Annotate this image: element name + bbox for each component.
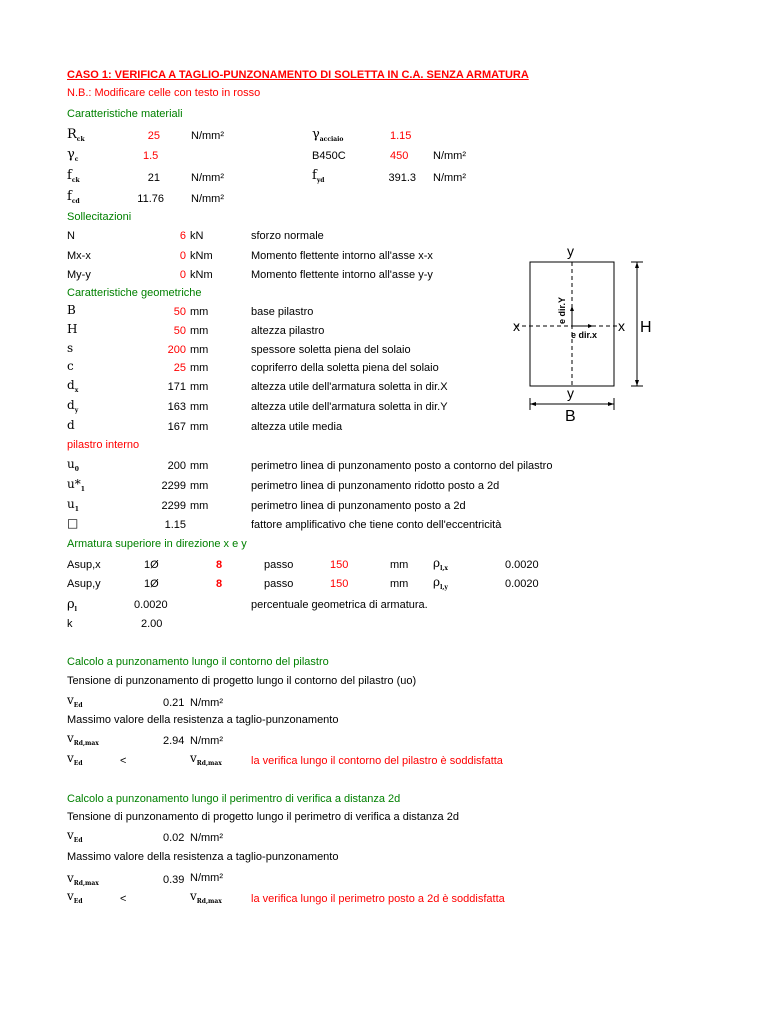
load-unit: kNm [190, 250, 213, 262]
fyd-unit: N/mm² [433, 172, 466, 184]
column-desc: perimetro linea di punzonamento ridotto posto a 2d [251, 480, 500, 492]
geom-desc: altezza utile media [251, 421, 343, 433]
check2-result: la verifica lungo il perimetro posto a 2d è soddisfatta [251, 893, 505, 905]
reinf-count: 1Ø [144, 578, 159, 590]
geom-label: $d_x$ [67, 378, 79, 394]
column-value: 1.15 [164, 519, 186, 531]
reinf-label: Asup,y [67, 578, 101, 590]
check1-cmp-op: < [120, 755, 127, 767]
reinf-label: Asup,x [67, 559, 101, 571]
geom-unit: mm [190, 362, 209, 374]
label-x-left: x [513, 318, 520, 334]
geom-label: s [67, 341, 74, 355]
check1-cmp-left: $v_{Ed}$ [67, 751, 83, 767]
check2-ved-unit: N/mm² [190, 832, 223, 844]
label-H: H [640, 319, 652, 336]
check1-ved-unit: N/mm² [190, 697, 223, 709]
column-label: $u_1$ [67, 497, 79, 513]
section-materials: Caratteristiche materiali [67, 108, 183, 120]
geom-desc: altezza pilastro [251, 325, 325, 337]
reinf-rho-value: 0.0020 [505, 578, 539, 590]
check2-cmp-right: $v_{Rd,max}$ [190, 889, 222, 905]
steel-value[interactable]: 450 [390, 150, 409, 162]
geom-desc: base pilastro [251, 306, 314, 318]
reinf-passo-label: passo [264, 578, 294, 590]
column-desc: fattore amplificativo che tiene conto dell'eccentricità [251, 519, 502, 531]
geom-value[interactable]: 50 [173, 325, 186, 337]
rhol-label: $\rho_l$ [67, 597, 77, 613]
label-x-right: x [618, 318, 625, 334]
reinf-spacing[interactable]: 150 [330, 559, 349, 571]
dir-y-label: e dir.Y [557, 296, 567, 324]
geom-label: $d_y$ [67, 398, 79, 414]
load-value[interactable]: 6 [179, 230, 186, 242]
geom-unit: mm [190, 421, 209, 433]
check1-result: la verifica lungo il contorno del pilastro è soddisfatta [251, 755, 503, 767]
k-value: 2.00 [141, 618, 163, 630]
column-desc: perimetro linea di punzonamento posto a 2d [251, 500, 466, 512]
label-y-bottom: y [567, 385, 574, 401]
dir-x-label: e dir.x [571, 330, 598, 340]
fyd-label: $f_{yd}$ [312, 168, 325, 184]
column-desc: perimetro linea di punzonamento posto a contorno del pilastro [251, 460, 553, 472]
geom-value: 171 [167, 381, 186, 393]
rck-unit: N/mm² [191, 130, 224, 142]
rck-label: $R_{ck}$ [67, 127, 85, 143]
reinf-spacing[interactable]: 150 [330, 578, 349, 590]
column-unit: mm [190, 460, 209, 472]
note: N.B.: Modificare celle con testo in rosso [67, 87, 261, 99]
check2-header: Calcolo a punzonamento lungo il perimentro di verifica a distanza 2d [67, 793, 401, 805]
load-label: Mx-x [67, 250, 91, 262]
geom-unit: mm [190, 401, 209, 413]
geom-desc: altezza utile dell'armatura soletta in dir.X [251, 381, 448, 393]
check2-ved-label: $v_{Ed}$ [67, 828, 83, 844]
column-unit: mm [190, 500, 209, 512]
column-unit: mm [190, 480, 209, 492]
page-title: CASO 1: VERIFICA A TAGLIO-PUNZONAMENTO DI SOLETTA IN C.A. SENZA ARMATURA [67, 69, 529, 81]
geom-value[interactable]: 200 [167, 344, 186, 356]
label-y-top: y [567, 243, 574, 259]
rhol-desc: percentuale geometrica di armatura. [251, 599, 428, 611]
check2-cmp-op: < [120, 893, 127, 905]
check2-vrd-label: $v_{Rd,max}$ [67, 871, 99, 887]
label-B: B [565, 408, 576, 425]
check1-header: Calcolo a punzonamento lungo il contorno del pilastro [67, 656, 329, 668]
geom-label: d [67, 418, 75, 432]
load-desc: Momento flettente intorno all'asse y-y [251, 269, 433, 281]
fyd-value: 391.3 [388, 172, 416, 184]
gamma-c-value[interactable]: 1.5 [143, 150, 159, 162]
geom-desc: altezza utile dell'armatura soletta in dir.Y [251, 401, 448, 413]
fck-label: $f_{ck}$ [67, 168, 80, 184]
section-loads: Sollecitazioni [67, 211, 132, 223]
section-column: pilastro interno [67, 439, 140, 451]
gamma-c-label: $\gamma_c$ [67, 147, 79, 163]
rck-value[interactable]: 25 [147, 130, 160, 142]
steel-unit: N/mm² [433, 150, 466, 162]
reinf-rho-label: $\rho_{l,y}$ [433, 575, 448, 591]
check2-cmp-left: $v_{Ed}$ [67, 889, 83, 905]
geom-value: 163 [167, 401, 186, 413]
load-unit: kNm [190, 269, 213, 281]
check1-line1: Tensione di punzonamento di progetto lungo il contorno del pilastro (uo) [67, 675, 417, 687]
check1-ved-value: 0.21 [163, 697, 185, 709]
fcd-label: $f_{cd}$ [67, 189, 80, 205]
column-label: □ [67, 516, 79, 530]
check2-vrd-unit: N/mm² [190, 872, 223, 884]
column-value: 2299 [161, 500, 186, 512]
gamma-s-value[interactable]: 1.15 [390, 130, 412, 142]
check1-vrd-value: 2.94 [163, 735, 185, 747]
fck-value: 21 [147, 172, 160, 184]
reinf-unit: mm [390, 559, 409, 571]
check2-ved-value: 0.02 [163, 832, 185, 844]
geom-desc: copriferro della soletta piena del solaio [251, 362, 439, 374]
column-diagram [505, 240, 665, 425]
geom-label: B [67, 303, 76, 317]
load-label: My-y [67, 269, 91, 281]
reinf-diameter[interactable]: 8 [216, 559, 223, 571]
reinf-passo-label: passo [264, 559, 294, 571]
check1-vrd-label: $v_{Rd,max}$ [67, 731, 99, 747]
column-value: 200 [167, 460, 186, 472]
check1-cmp-right: $v_{Rd,max}$ [190, 751, 222, 767]
geom-unit: mm [190, 381, 209, 393]
geom-value[interactable]: 25 [173, 362, 186, 374]
geom-value[interactable]: 50 [173, 306, 186, 318]
gamma-s-label: $\gamma_{acciaio}$ [312, 127, 344, 143]
check2-line1: Tensione di punzonamento di progetto lungo il perimetro di verifica a distanza 2d [67, 811, 459, 823]
load-value[interactable]: 0 [179, 269, 186, 281]
fcd-value: 11.76 [137, 193, 164, 205]
column-value: 2299 [161, 480, 186, 492]
check1-vrd-unit: N/mm² [190, 735, 223, 747]
check1-line2: Massimo valore della resistenza a taglio-punzonamento [67, 714, 339, 726]
load-desc: sforzo normale [251, 230, 324, 242]
check2-vrd-value: 0.39 [163, 874, 185, 886]
load-unit: kN [190, 230, 204, 242]
k-label: k [67, 618, 73, 630]
check2-line2: Massimo valore della resistenza a taglio-punzonamento [67, 851, 339, 863]
load-desc: Momento flettente intorno all'asse x-x [251, 250, 433, 262]
fcd-unit: N/mm² [191, 193, 224, 205]
geom-value: 167 [167, 421, 186, 433]
column-label: $u_0$ [67, 457, 79, 473]
reinf-rho-value: 0.0020 [505, 559, 539, 571]
section-geometry: Caratteristiche geometriche [67, 287, 202, 299]
geom-desc: spessore soletta piena del solaio [251, 344, 411, 356]
geom-unit: mm [190, 344, 209, 356]
check1-ved-label: $v_{Ed}$ [67, 693, 83, 709]
fck-unit: N/mm² [191, 172, 224, 184]
reinf-rho-label: $\rho_{l,x}$ [433, 556, 449, 572]
load-value[interactable]: 0 [179, 250, 186, 262]
geom-label: c [67, 359, 74, 373]
steel-label: B450C [312, 150, 346, 162]
geom-label: H [67, 322, 78, 336]
column-label: $u*_1$ [67, 477, 85, 493]
rhol-value: 0.0020 [134, 599, 168, 611]
reinf-count: 1Ø [144, 559, 159, 571]
reinf-diameter[interactable]: 8 [216, 578, 223, 590]
geom-unit: mm [190, 306, 209, 318]
load-label: N [67, 230, 75, 242]
geom-unit: mm [190, 325, 209, 337]
section-reinforcement: Armatura superiore in direzione x e y [67, 538, 247, 550]
reinf-unit: mm [390, 578, 409, 590]
